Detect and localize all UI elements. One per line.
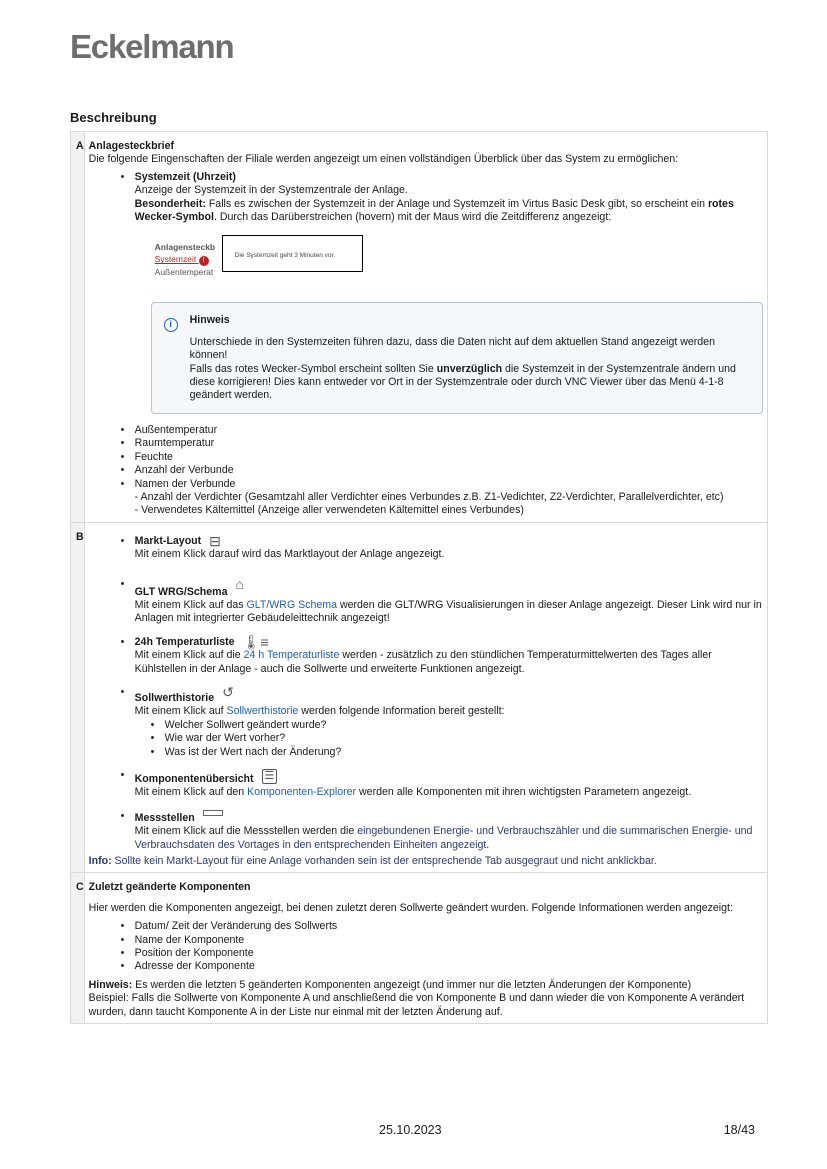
logo: Eckelmann [70, 28, 234, 65]
list-item: • Position der Komponente [119, 947, 763, 960]
sub-item: • Was ist der Wert nach der Änderung? [149, 746, 763, 759]
text-bold: rotes Wecker-Symbol [134, 197, 734, 224]
alarm-clock-icon: ! [199, 256, 209, 266]
item-title: Messstellen [134, 811, 195, 824]
component-explorer-link[interactable]: Komponenten-Explorer [247, 786, 357, 799]
screenshot-tooltip [155, 232, 763, 292]
setpoint-history-link[interactable]: Sollwerthistorie [226, 705, 299, 718]
ruler-icon [203, 810, 223, 816]
info-text [89, 855, 763, 868]
page-number: 18/43 [723, 1123, 755, 1137]
item-title: Markt-Layout [134, 534, 202, 547]
text: eingebundenen Energie- und Verbrauchszähler und die summarischen Energie- und Verbrauchsdaten des Vortages in den entsprechenden Einheiten angezeigt. [134, 825, 753, 851]
list-icon: ☰ [262, 769, 278, 784]
row-a [71, 132, 768, 523]
sub-item: • Welcher Sollwert geändert wurde? [149, 719, 763, 732]
intro-text: Die folgende Eingenschaften der Filiale werden angezeigt um einen vollständigen Überblick über das System zu ermöglichen: [88, 153, 679, 166]
item-detail: - Anzahl der Verdichter (Gesamtzahl aller Verdichter eines Verbundes z.B. Z1-Vedichter, Z2-Verdichter, Parallelverdichter, etc) [134, 490, 724, 503]
text: werden die GLT/WRG Visualisierungen in dieser Anlage angezeigt. Dieser Link wird nur in Anlagen mit integrierter Gebäudeleittechnik angezeigt! [134, 598, 762, 625]
list-item: • Name der Komponente [119, 934, 763, 947]
text: Es werden die letzten 5 geänderten Komponenten angezeigt (und immer nur die letzten Änderungen der Komponente) [132, 978, 692, 991]
text: Sollte kein Markt-Layout für eine Anlage vorhanden sein ist der entsprechende Tab ausgegraut und nicht anklickbar. [111, 855, 657, 868]
item-title: GLT WRG/Schema [134, 585, 228, 598]
text: werden folgende Information bereit gestellt: [298, 705, 505, 718]
list-item [119, 575, 763, 626]
item-detail: - Verwendetes Kältemittel (Anzeige aller verwendeten Kältemittel eines Verbundes) [134, 504, 524, 517]
item-title: Sollwerthistorie [134, 691, 215, 704]
row-c [71, 873, 768, 1024]
market-layout-icon: ⊟ [209, 532, 221, 549]
text: Mit einem Klick auf die [134, 649, 244, 662]
row-b [71, 522, 768, 873]
list-item: • Datum/ Zeit der Veränderung des Sollwerts [119, 920, 763, 933]
item-desc: Anzeige der Systemzeit in der Systemzentrale der Anlage. [134, 184, 408, 197]
list-item [119, 769, 763, 800]
info-icon: i [164, 318, 178, 332]
temperature-list-link[interactable]: 24 h Temperaturliste [243, 649, 340, 662]
item-title: Systemzeit (Uhrzeit) [134, 170, 236, 183]
footer-date: 25.10.2023 [379, 1123, 442, 1137]
sub-item: • Wie war der Wert vorher? [149, 732, 763, 745]
text: . Durch das Darüberstreichen (hovern) mit der Maus wird die Zeitdifferenz angezeigt: [213, 211, 612, 224]
hint-text: Unterschiede in den Systemzeiten führen dazu, dass die Daten nicht auf dem aktuellen Stand angezeigt werden können! [189, 335, 715, 362]
description-table [70, 131, 768, 1024]
row-title: Anlagesteckbrief [88, 140, 175, 152]
label: Info: [88, 855, 112, 868]
thermometer-list-icon: 🌡︎≡ [242, 633, 269, 650]
text: die Systemzeit in der Systemzentrale ändern und diese korrigieren! Dies kann entweder vor Ort in der Systemzentrale oder durch VNC Viewer über das Menü 4-1-8 geändert werden. [189, 362, 736, 402]
intro-text: Hier werden die Komponenten angezeigt, bei denen zuletzt deren Sollwerte geändert wurden. Folgende Informationen werden angezeigt: [88, 901, 733, 914]
tooltip: Die Systemzeit geht 3 Minuten vor. [222, 235, 363, 272]
history-icon: ↺ [222, 683, 234, 700]
list-item: • Außentemperatur [119, 424, 763, 437]
list-item [119, 683, 763, 759]
glt-wrg-link[interactable]: GLT/WRG Schema [246, 598, 337, 611]
list-item [119, 171, 763, 414]
list-item [119, 633, 763, 676]
list-item: • Raumtemperatur [119, 437, 763, 450]
row-key: C [71, 873, 85, 1024]
shot-label: Systemzeit [154, 254, 197, 265]
row-title: Zuletzt geänderte Komponenten [88, 881, 251, 894]
shot-label: Anlagensteckb [154, 242, 216, 253]
text-bold: unverzüglich [436, 362, 503, 375]
item-text: Namen der Verbunde [134, 477, 236, 490]
hint-text [190, 363, 748, 403]
list-item [119, 532, 763, 562]
hint-text [89, 979, 763, 992]
hint-box [151, 302, 763, 413]
list-item: • Anzahl der Verbunde [119, 464, 763, 477]
shot-label: Außentemperat [154, 267, 214, 278]
smart-home-icon: ⌂ [235, 575, 244, 592]
hint-title: Hinweis [189, 314, 230, 327]
text: Mit einem Klick auf das [134, 598, 247, 611]
item-title: 24h Temperaturliste [134, 635, 235, 648]
text: Falls es zwischen der Systemzeit in der Anlage und Systemzeit im Virtus Basic Desk gibt, so erscheint ein [205, 197, 708, 210]
shot-systemzeit [155, 253, 209, 266]
row-key: B [71, 522, 85, 873]
label: Besonderheit: [134, 197, 206, 210]
label: Hinweis: [88, 978, 133, 991]
text: werden - zusätzlich zu den stündlichen Temperaturmittelwerten des Tages aller Kühlstellen in der Anlage - auch die Sollwerte und erweiterte Funktionen angezeigt. [134, 649, 712, 675]
list-item [119, 478, 763, 518]
item-desc: Mit einem Klick darauf wird das Marktlayout der Anlage angezeigt. [134, 548, 445, 561]
row-key: A [71, 132, 85, 523]
text: Falls das rotes Wecker-Symbol erscheint sollten Sie [189, 362, 437, 375]
text: Mit einem Klick auf die Messstellen werden die [134, 825, 358, 838]
list-item: • Feuchte [119, 451, 763, 464]
text: Mit einem Klick auf den [134, 786, 248, 799]
example-text: Beispiel: Falls die Sollwerte von Komponente A und anschließend die von Komponente B und dann wieder die von Komponente A verändert wurden, dann taucht Komponente A in der Liste nur einmal mit der letzten Änderung auf. [88, 992, 745, 1018]
text: werden alle Komponenten mit ihren wichtigsten Parametern angezeigt. [356, 786, 692, 799]
item-title: Komponentenübersicht [134, 773, 254, 785]
section-heading: Beschreibung [70, 110, 157, 125]
list-item: • Adresse der Komponente [119, 960, 763, 973]
list-item [119, 810, 763, 852]
text: Mit einem Klick auf [134, 705, 227, 718]
